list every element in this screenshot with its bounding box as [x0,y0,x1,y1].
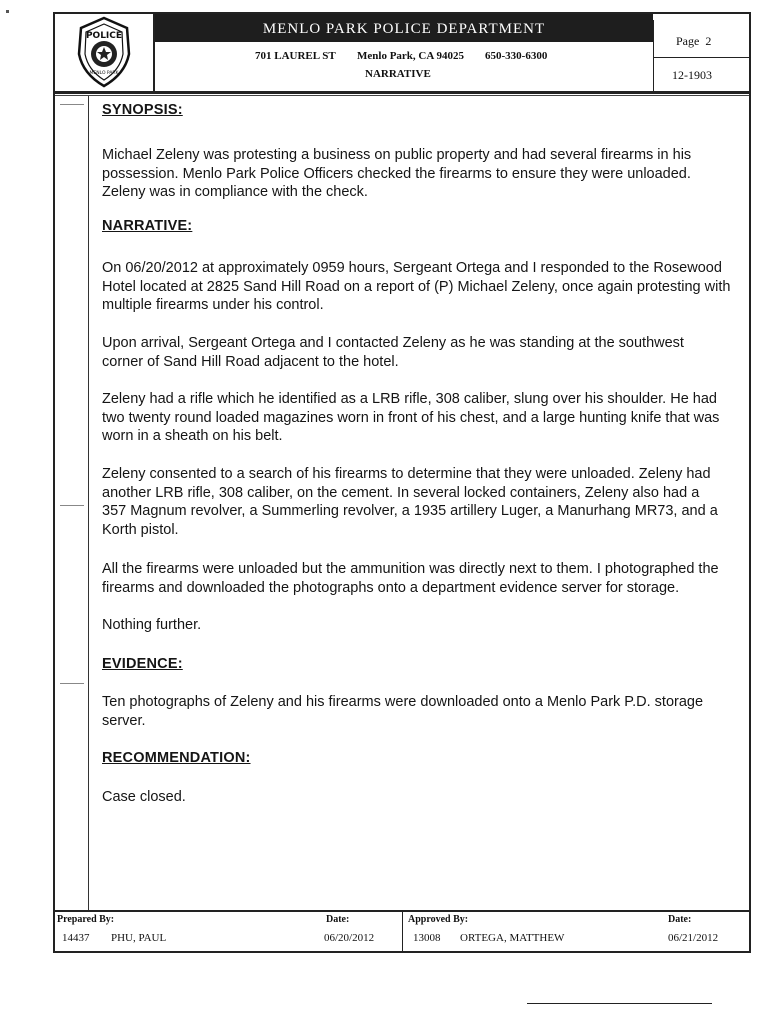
page-number: 2 [705,34,712,48]
narrative-paragraph: All the firearms were unloaded but the ammunition was directly next to them. I photographed the firearms and downloaded the photographs onto a department evidence server for storage. [102,561,719,596]
signature-line [527,1003,712,1004]
city-state-zip: Menlo Park, CA 94025 [357,50,464,62]
approved-by-label: Approved By: [408,914,469,925]
svg-text:MENLO PARK: MENLO PARK [89,71,119,76]
header-divider [53,91,751,94]
narrative-paragraph: Nothing further. [102,617,202,633]
police-badge-icon [73,16,135,88]
svg-text:POLICE: POLICE [85,31,123,41]
evidence-heading: EVIDENCE: [102,656,183,672]
department-logo [53,12,155,92]
recommendation-heading: RECOMMENDATION: [102,750,251,766]
prepared-by-name: PHU, PAUL [111,932,167,944]
narrative-paragraph: Upon arrival, Sergeant Ortega and I contacted Zeleny as he was standing at the southwest corner of Sand Hill Road adjacent to the hotel. [102,335,684,370]
narrative-paragraph: Zeleny consented to a search of his firearms to determine that they were unloaded. Zeleny had another LRB rifle, 308 caliber, on the cement. In several locked containers, Zeleny also had a 357 Magnum revolver, a Summerling revolver, a 1935 artillery Luger, a Manurhang MR73, and a Korth pistol. [102,466,718,538]
narrative-paragraph: Zeleny had a rifle which he identified as a LRB rifle, 308 caliber, slung over his shoulder. He had two twenty round loaded magazines worn in front of his chest, and a large hunting knife that was worn in a sheath on his belt. [102,391,720,444]
header-divider-thin [53,95,751,96]
scan-mark [60,104,84,105]
report-type: NARRATIVE [365,68,431,80]
department-title: MENLO PARK POLICE DEPARTMENT [155,14,653,42]
footer-divider-bottom [53,951,751,953]
prepared-date: 06/20/2012 [324,932,375,944]
margin-rule [88,96,89,912]
narrative-heading: NARRATIVE: [102,218,193,234]
narrative-paragraph: On 06/20/2012 at approximately 0959 hours, Sergeant Ortega and I responded to the Rosewood Hotel located at 2825 Sand Hill Road on a report of (P) Michael Zeleny, once again protesting with multiple firearms under his control. [102,260,731,313]
footer-left-border [53,911,55,952]
approved-by-name: ORTEGA, MATTHEW [460,932,565,944]
synopsis-paragraph: Michael Zeleny was protesting a business on public property and had several firearms in his possession. Menlo Park Police Officers checked the firearms to ensure they were unloaded. Zeleny was in compliance with the check. [102,147,692,200]
recommendation-paragraph: Case closed. [102,789,186,805]
page-indicator [653,20,751,58]
street-address: 701 LAUREL ST [255,50,336,62]
case-number: 12-1903 [653,58,751,92]
footer-column-divider [402,911,403,952]
evidence-paragraph: Ten photographs of Zeleny and his firearms were downloaded onto a Menlo Park P.D. storage server. [102,694,704,729]
synopsis-heading: SYNOPSIS: [102,102,183,118]
phone-number: 650-330-6300 [485,50,548,62]
approved-date: 06/21/2012 [668,932,719,944]
prepared-by-label: Prepared By: [57,914,115,925]
approved-by-id: 13008 [413,932,441,944]
footer-right-border [749,911,751,952]
department-address [155,50,655,66]
prepared-date-label: Date: [326,914,350,925]
scan-mark [6,10,9,13]
scan-mark [60,683,84,684]
frame-left-border [53,94,55,912]
approved-date-label: Date: [668,914,692,925]
prepared-by-id: 14437 [62,932,90,944]
scan-mark [60,505,84,506]
page-label: Page [676,34,700,48]
frame-right-border [749,94,751,912]
